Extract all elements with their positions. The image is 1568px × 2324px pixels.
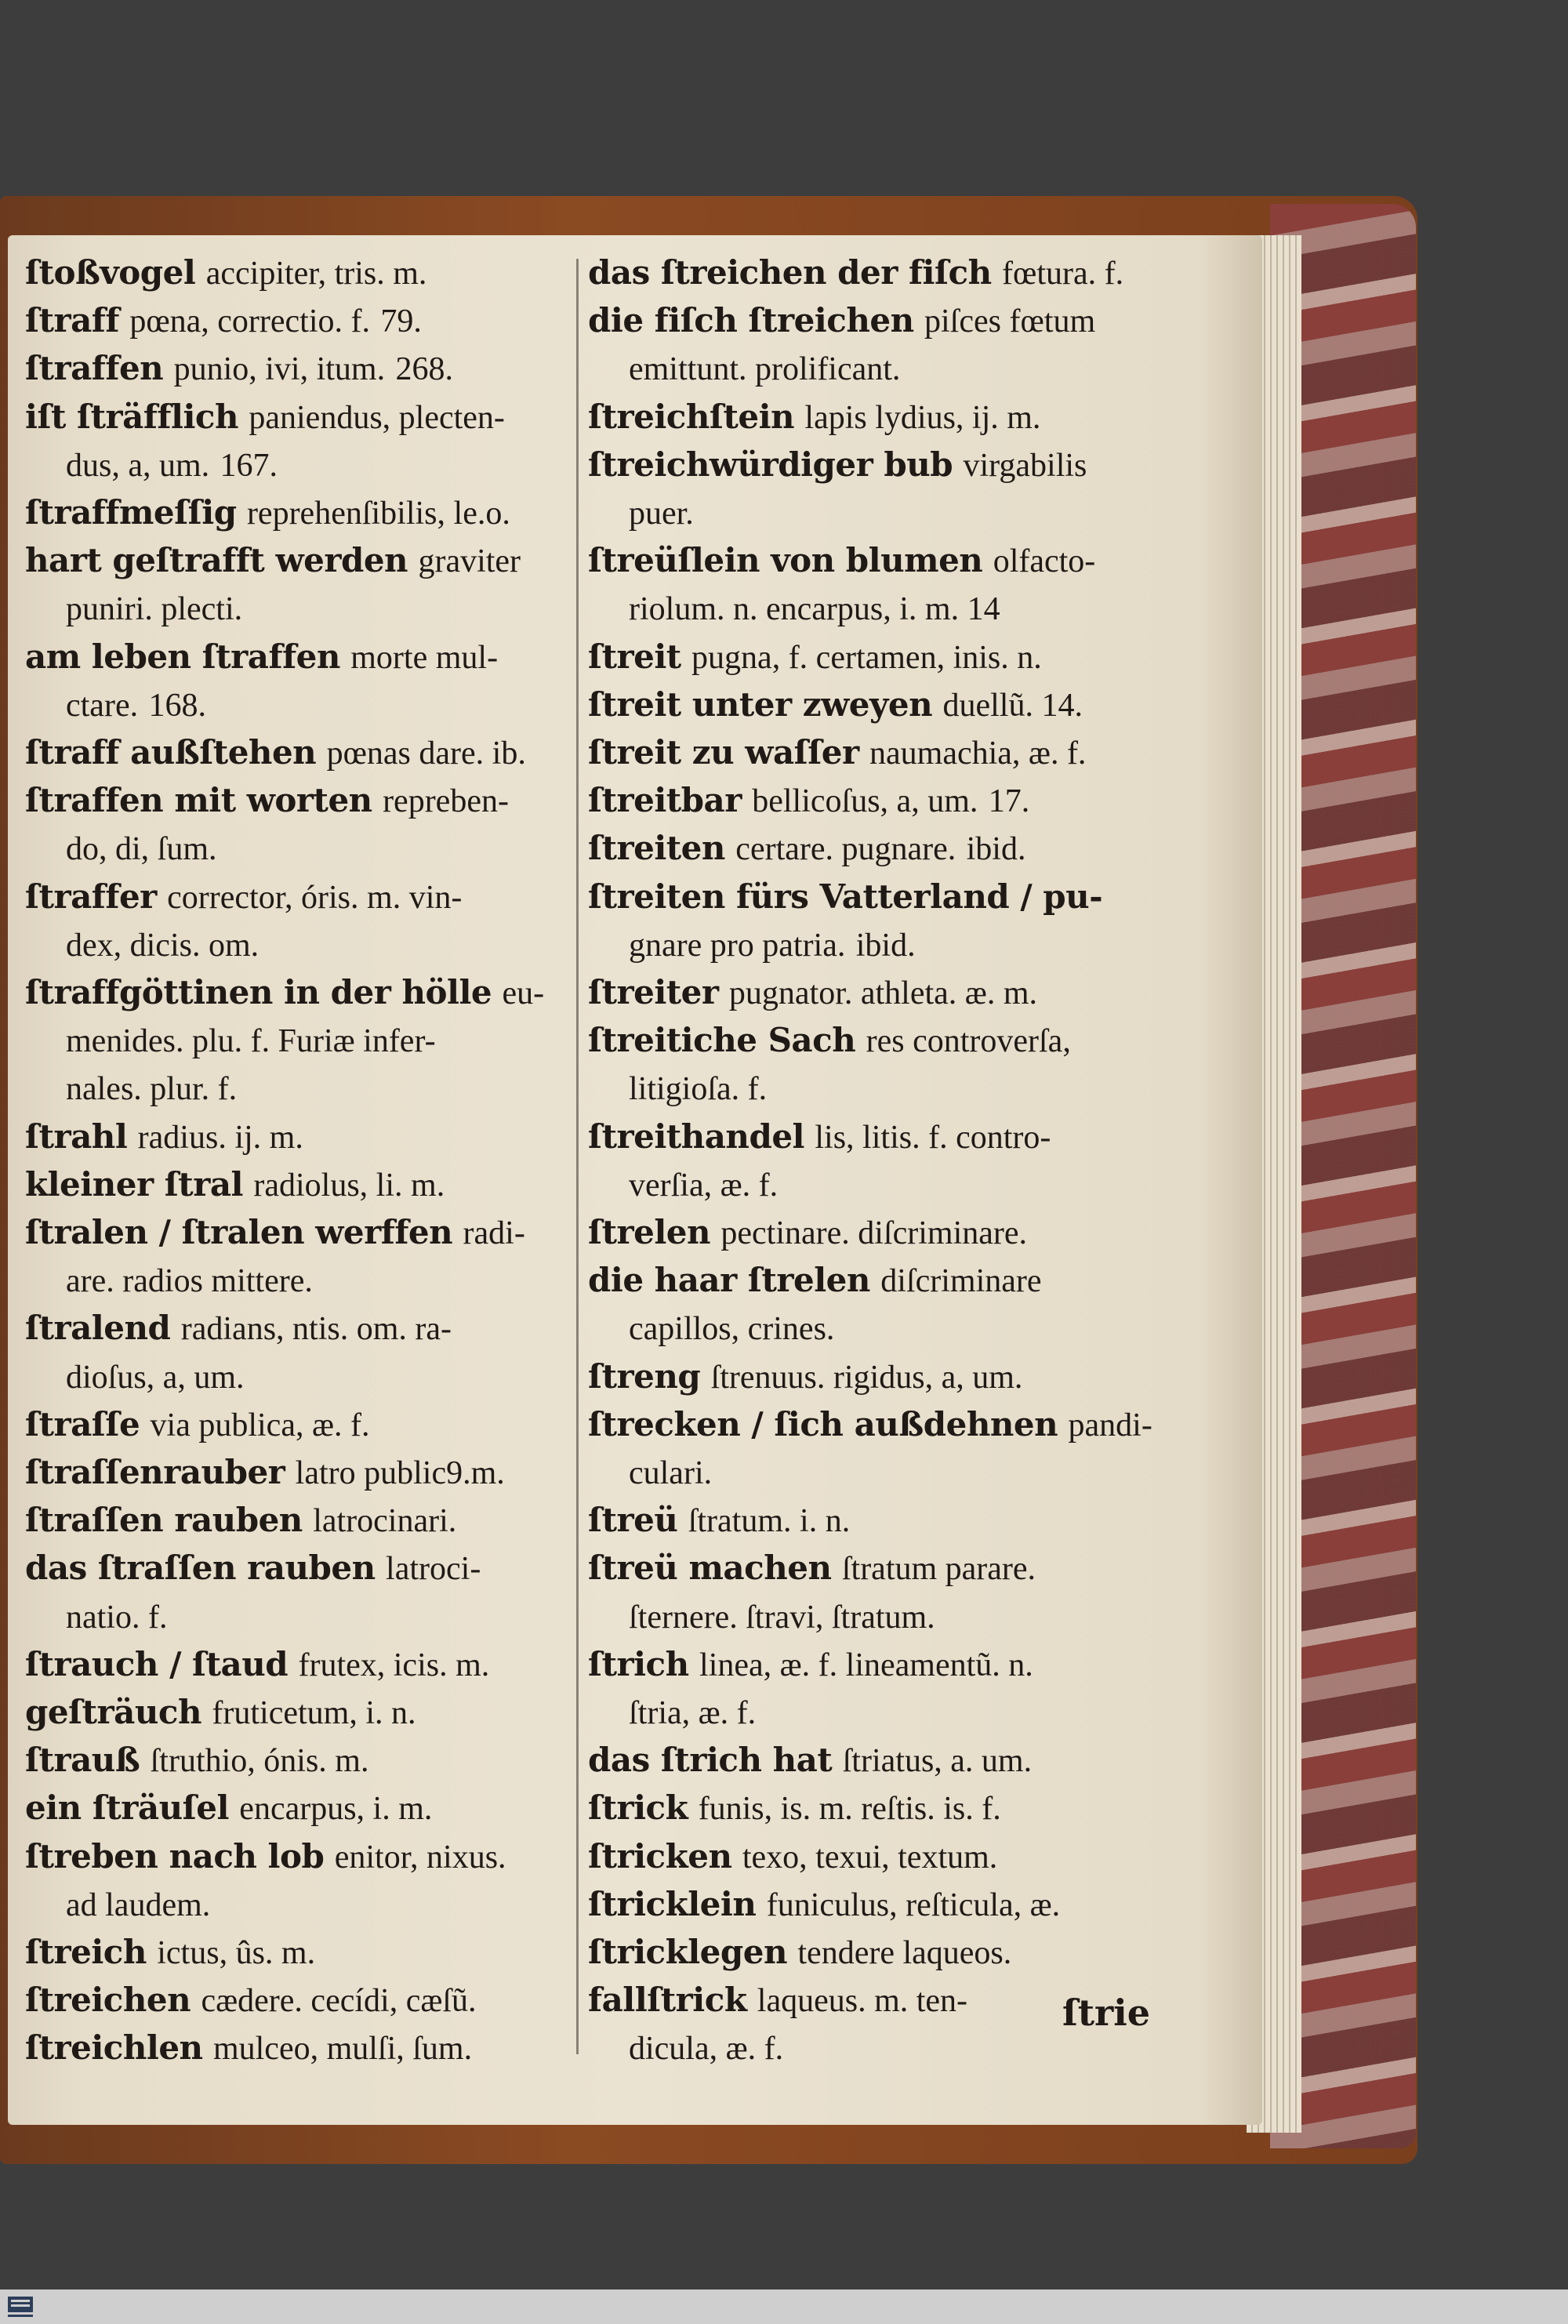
german-headword: ſtreithandel	[588, 1117, 805, 1156]
dictionary-line	[25, 1643, 489, 1687]
dictionary-line	[25, 826, 217, 870]
dictionary-line	[588, 1403, 1152, 1447]
latin-gloss: dicula, æ. f.	[629, 2031, 784, 2068]
dictionary-line	[25, 299, 422, 343]
dictionary-line	[25, 875, 462, 919]
latin-gloss: radians, ntis. om. ra-	[180, 1311, 452, 1348]
german-headword: ſtreng	[588, 1356, 701, 1396]
latin-gloss: dus, a, um.	[66, 447, 210, 484]
german-headword: das ſtraſſen rauben	[25, 1549, 376, 1588]
dictionary-line	[588, 1930, 1011, 1974]
latin-gloss: puer.	[629, 496, 694, 532]
dictionary-line	[25, 1835, 506, 1879]
dictionary-line	[588, 299, 1095, 343]
library-logo-icon	[3, 2294, 38, 2321]
dictionary-line	[25, 971, 544, 1015]
dictionary-line	[588, 1546, 1036, 1590]
dictionary-line	[588, 1643, 1033, 1687]
latin-gloss: ſternere. ſtravi, ſtratum.	[629, 1599, 935, 1636]
latin-gloss: ſtruthio, ónis. m.	[150, 1743, 369, 1780]
page-reference: 168.	[148, 687, 206, 724]
german-headword: ſtreben nach lob	[25, 1836, 325, 1876]
german-headword: ſtoßvogel	[25, 253, 196, 292]
german-headword: ſtralend	[25, 1309, 171, 1348]
german-headword: ſtreit	[588, 637, 681, 676]
german-headword: ſtreitiche Sach	[588, 1021, 856, 1060]
german-headword: die fiſch ſtreichen	[588, 301, 914, 340]
german-headword: kleiner ſtral	[25, 1164, 244, 1204]
dictionary-line	[25, 251, 426, 295]
latin-gloss: ſtriatus, a. um.	[842, 1743, 1033, 1780]
dictionary-line	[588, 1786, 1001, 1830]
dictionary-line	[588, 443, 1087, 487]
dictionary-line	[588, 683, 1083, 727]
latin-gloss: duellũ. 14.	[942, 687, 1083, 724]
latin-gloss: fœtura. f.	[1002, 256, 1124, 292]
german-headword: hart geſtrafft werden	[25, 541, 408, 580]
latin-gloss: lapis lydius, ij. m.	[804, 399, 1041, 436]
dictionary-line	[25, 395, 505, 439]
german-headword: ſtreiten fürs Vatterland / pu-	[588, 877, 1103, 916]
german-headword: ſtricklegen	[588, 1933, 788, 1971]
page-reference: 167.	[220, 447, 278, 484]
german-headword: ſtraff	[25, 301, 119, 340]
dictionary-line	[25, 1258, 313, 1302]
latin-gloss: paniendus, plecten-	[249, 399, 505, 436]
german-headword: ſtraffen	[25, 349, 164, 388]
latin-gloss: funiculus, reſticula, æ.	[766, 1886, 1061, 1923]
dictionary-line	[25, 1451, 505, 1494]
latin-gloss: do, di, ſum.	[66, 831, 217, 868]
latin-gloss: diſcriminare	[880, 1263, 1042, 1300]
dictionary-line	[25, 1595, 167, 1639]
german-headword: ſtraff außſtehen	[25, 733, 317, 772]
latin-gloss: latro public9.m.	[295, 1455, 505, 1491]
dictionary-line	[25, 491, 510, 535]
dictionary-line	[588, 1451, 712, 1494]
latin-gloss: encarpus, i. m.	[239, 1791, 433, 1828]
latin-gloss: ſtratum parare.	[841, 1551, 1036, 1588]
latin-gloss: ad laudem.	[66, 1886, 211, 1923]
latin-gloss: naumachia, æ. f.	[869, 735, 1087, 772]
german-headword: ſtrich	[588, 1644, 689, 1683]
german-headword: ſtreitbar	[588, 781, 742, 820]
latin-gloss: punio, ivi, itum.	[173, 351, 386, 388]
catchword: ſtrie	[1062, 1992, 1151, 2034]
german-headword: das ſtreichen der fiſch	[588, 253, 992, 292]
latin-gloss: res controverſa,	[866, 1023, 1071, 1060]
latin-gloss: puniri. plecti.	[66, 591, 243, 628]
page-reference: 17.	[988, 783, 1030, 820]
dictionary-line	[25, 443, 278, 487]
latin-gloss: ctare.	[66, 687, 139, 724]
latin-gloss: pandi-	[1068, 1407, 1152, 1443]
column-rule	[576, 259, 579, 2054]
dictionary-line	[588, 971, 1037, 1015]
latin-gloss: verſia, æ. f.	[629, 1167, 779, 1204]
dictionary-line	[25, 1498, 456, 1542]
dictionary-line	[25, 1883, 210, 1926]
german-headword: ſtreich	[25, 1933, 147, 1971]
dictionary-line	[588, 779, 1029, 822]
latin-gloss: culari.	[629, 1455, 713, 1491]
page-reference: 268.	[395, 351, 453, 388]
latin-gloss: litigioſa. f.	[629, 1071, 768, 1108]
german-headword: ſtraſſe	[25, 1404, 140, 1443]
german-headword: ſtraffgöttinen in der hölle	[25, 973, 492, 1011]
dictionary-line	[25, 1403, 369, 1447]
latin-gloss: ſtrenuus. rigidus, a, um.	[710, 1359, 1023, 1396]
latin-gloss: natio. f.	[66, 1599, 168, 1636]
latin-gloss: are. radios mittere.	[66, 1263, 313, 1300]
page-reference: 79.	[380, 303, 422, 340]
dictionary-line	[588, 826, 1025, 870]
german-headword: ſtreüſlein von blumen	[588, 541, 983, 580]
latin-gloss: repreben-	[383, 783, 509, 820]
dictionary-line	[25, 1211, 525, 1255]
viewer-footer-bar	[0, 2290, 1568, 2324]
latin-gloss: olfacto-	[993, 543, 1096, 580]
latin-gloss: enitor, nixus.	[334, 1839, 506, 1876]
dictionary-line	[25, 1355, 245, 1399]
dictionary-line	[588, 395, 1040, 439]
page-reference: ibid.	[855, 927, 916, 964]
german-headword: die haar ſtrelen	[588, 1261, 870, 1300]
dictionary-line	[588, 1738, 1032, 1782]
latin-gloss: ſtria, æ. f.	[629, 1695, 757, 1731]
dictionary-line	[588, 875, 1102, 919]
german-headword: ſtreü machen	[588, 1549, 832, 1588]
german-headword: ſtreichſtein	[588, 397, 795, 436]
dictionary-line	[588, 731, 1086, 775]
dictionary-line	[25, 1019, 436, 1062]
dictionary-line	[25, 1306, 452, 1350]
german-headword: ſtrelen	[588, 1213, 711, 1251]
latin-gloss: dioſus, a, um.	[66, 1359, 245, 1396]
dictionary-line	[25, 1738, 368, 1782]
dictionary-line	[25, 1163, 445, 1207]
german-headword: ſtraffer	[25, 877, 157, 916]
latin-gloss: piſces fœtum	[924, 303, 1096, 340]
german-headword: geſträuch	[25, 1693, 202, 1731]
dictionary-line	[588, 1306, 834, 1350]
latin-gloss: pectinare. diſcriminare.	[720, 1215, 1028, 1251]
dictionary-line	[588, 923, 916, 967]
latin-gloss: texo, texui, textum.	[742, 1839, 998, 1876]
latin-gloss: emittunt. prolificant.	[629, 351, 901, 388]
dictionary-line	[588, 1066, 767, 1110]
dictionary-line	[588, 635, 1042, 679]
german-headword: ein ſträuſel	[25, 1788, 229, 1828]
german-headword: ſtreit zu waſſer	[588, 733, 859, 772]
dictionary-line	[588, 347, 900, 390]
latin-gloss: radius. ij. m.	[137, 1119, 303, 1156]
latin-gloss: ſtratum. i. n.	[688, 1503, 851, 1540]
latin-gloss: tendere laqueos.	[797, 1935, 1012, 1971]
dictionary-line	[25, 1930, 315, 1974]
dictionary-line	[25, 1115, 303, 1159]
latin-gloss: nales. plur. f.	[66, 1071, 238, 1108]
latin-gloss: pugna, f. certamen, inis. n.	[691, 639, 1042, 676]
latin-gloss: dex, dicis. om.	[66, 927, 260, 964]
latin-gloss: latrocinari.	[313, 1503, 457, 1540]
dictionary-line	[588, 1019, 1071, 1062]
latin-gloss: mulceo, mulſi, ſum.	[212, 2031, 473, 2068]
german-headword: ſtrick	[588, 1788, 688, 1828]
dictionary-line	[588, 586, 1000, 630]
latin-gloss: ictus, ûs. m.	[157, 1935, 316, 1971]
german-headword: fallſtrick	[588, 1981, 747, 2020]
latin-gloss: corrector, óris. m. vin-	[167, 879, 463, 916]
latin-gloss: laqueus. m. ten-	[757, 1983, 968, 2020]
dictionary-line	[588, 2026, 783, 2070]
dictionary-line	[25, 2026, 472, 2070]
dictionary-line	[588, 1835, 997, 1879]
dictionary-line	[588, 1498, 850, 1542]
latin-gloss: virgabilis	[963, 447, 1087, 484]
latin-gloss: accipiter, tris. m.	[205, 256, 427, 292]
german-headword: ſtrauch / ſtaud	[25, 1644, 289, 1683]
german-headword: ſtreiten	[588, 829, 725, 868]
german-headword: ſtreichlen	[25, 2028, 203, 2068]
dictionary-line	[25, 1786, 432, 1830]
german-headword: am leben ſtraffen	[25, 637, 340, 676]
german-headword: ſtreü	[588, 1501, 678, 1540]
dictionary-line	[25, 1978, 477, 2022]
german-headword: das ſtrich hat	[588, 1741, 833, 1780]
latin-gloss: lis, litis. f. contro-	[815, 1119, 1051, 1156]
dictionary-line	[25, 1546, 481, 1590]
latin-gloss: frutex, icis. m.	[298, 1647, 490, 1683]
latin-gloss: menides. plu. f. Furiæ infer-	[66, 1023, 436, 1060]
german-headword: ſtralen / ſtralen werffen	[25, 1213, 453, 1251]
dictionary-line	[588, 539, 1095, 583]
german-headword: ſtraffmeſſig	[25, 493, 237, 532]
dictionary-line	[588, 1211, 1027, 1255]
dictionary-line	[25, 586, 242, 630]
latin-gloss: radiolus, li. m.	[253, 1167, 445, 1204]
dictionary-line	[25, 923, 259, 967]
dictionary-line	[25, 731, 526, 775]
dictionary-line	[25, 347, 453, 390]
german-headword: ſtrahl	[25, 1117, 128, 1156]
german-headword: ſtraſſen rauben	[25, 1501, 303, 1540]
german-headword: ſtraſſenrauber	[25, 1453, 285, 1491]
book-page	[8, 235, 1262, 2125]
dictionary-line	[25, 635, 498, 679]
latin-gloss: capillos, crines.	[629, 1311, 835, 1348]
german-headword: ſtricklein	[588, 1884, 757, 1923]
page-reference: ibid.	[966, 831, 1026, 868]
dictionary-line	[588, 1690, 756, 1734]
german-headword: ſtreiter	[588, 973, 719, 1011]
latin-gloss: funis, is. m. reſtis. is. f.	[698, 1791, 1001, 1828]
latin-gloss: bellicoſus, a, um.	[752, 783, 978, 820]
dictionary-line	[25, 779, 509, 822]
german-headword: ſtreit unter zweyen	[588, 684, 933, 724]
german-headword: ſtrecken / ſich außdehnen	[588, 1404, 1058, 1443]
dictionary-line	[588, 1355, 1022, 1399]
latin-gloss: gnare pro patria.	[629, 927, 846, 964]
dictionary-line	[25, 539, 521, 583]
latin-gloss: certare. pugnare.	[735, 831, 956, 868]
dictionary-line	[588, 1978, 967, 2022]
latin-gloss: reprehenſibilis, le.o.	[246, 496, 510, 532]
latin-gloss: pugnator. athleta. æ. m.	[728, 975, 1037, 1011]
dictionary-line	[588, 491, 694, 535]
latin-gloss: riolum. n. encarpus, i. m. 14	[629, 591, 1000, 628]
latin-gloss: radi-	[463, 1215, 525, 1251]
latin-gloss: linea, æ. f. lineamentũ. n.	[699, 1647, 1033, 1683]
dictionary-line	[25, 1690, 416, 1734]
latin-gloss: morte mul-	[350, 639, 499, 676]
dictionary-line	[588, 1163, 778, 1207]
latin-gloss: pœnas dare. ib.	[326, 735, 526, 772]
german-headword: iſt ſträfflich	[25, 397, 239, 436]
dictionary-line	[25, 1066, 237, 1110]
german-headword: ſtricken	[588, 1836, 732, 1876]
latin-gloss: cædere. cecídi, cæſũ.	[201, 1983, 477, 2020]
german-headword: ſtraffen mit worten	[25, 781, 372, 820]
german-headword: ſtrauß	[25, 1741, 140, 1780]
latin-gloss: via publica, æ. f.	[150, 1407, 370, 1443]
latin-gloss: eu-	[502, 975, 545, 1011]
dictionary-line	[588, 1595, 935, 1639]
dictionary-line	[588, 1883, 1060, 1926]
german-headword: ſtreichwürdiger bub	[588, 445, 953, 484]
dictionary-line	[25, 683, 206, 727]
latin-gloss: latroci-	[386, 1551, 481, 1588]
dictionary-line	[588, 251, 1123, 295]
german-headword: ſtreichen	[25, 1981, 191, 2020]
latin-gloss: fruticetum, i. n.	[212, 1695, 416, 1731]
latin-gloss: pœna, correctio. f.	[129, 303, 371, 340]
dictionary-line	[588, 1258, 1042, 1302]
dictionary-line	[588, 1115, 1051, 1159]
latin-gloss: graviter	[418, 543, 521, 580]
